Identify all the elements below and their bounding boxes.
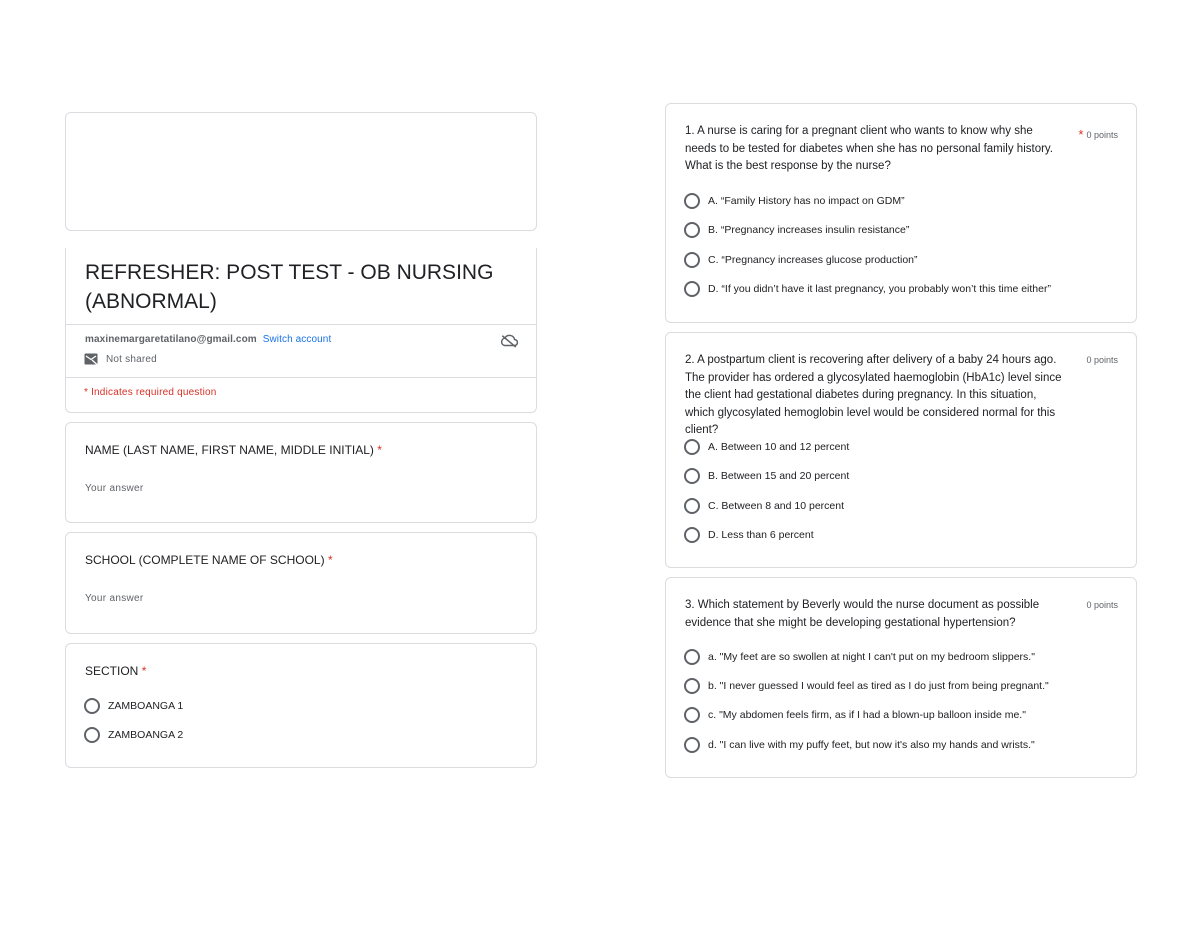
- option-label: c. "My abdomen feels firm, as if I had a blown-up balloon inside me.": [708, 709, 1026, 721]
- option-label: A. “Family History has no impact on GDM”: [708, 195, 905, 207]
- required-asterisk: *: [1078, 127, 1084, 142]
- radio-button[interactable]: [684, 678, 700, 694]
- question-card-2: [665, 332, 1137, 568]
- option-label: b. "I never guessed I would feel as tired as I do just from being pregnant.": [708, 680, 1049, 692]
- question-points: [1086, 355, 1118, 365]
- not-shared-line: [84, 353, 157, 365]
- answer-option[interactable]: [684, 222, 909, 238]
- answer-option[interactable]: [684, 281, 1051, 297]
- radio-button[interactable]: [684, 707, 700, 723]
- radio-button[interactable]: [684, 468, 700, 484]
- answer-option[interactable]: [684, 193, 905, 209]
- required-asterisk: *: [327, 553, 333, 567]
- not-shared-text: Not shared: [106, 353, 157, 365]
- option-label: D. Less than 6 percent: [708, 529, 814, 541]
- not-shared-icon: [84, 353, 98, 365]
- question-text: 3. Which statement by Beverly would the nurse document as possible evidence that she might be developing gestational hypertension?: [685, 599, 1040, 629]
- option-label: d. "I can live with my puffy feet, but now it's also my hands and wrists.": [708, 739, 1035, 751]
- answer-option[interactable]: [684, 737, 1035, 753]
- points-text: 0 points: [1086, 600, 1118, 610]
- header-divider-2: [66, 377, 536, 378]
- section-label-text: SECTION: [85, 664, 139, 678]
- option-label: C. “Pregnancy increases glucose production”: [708, 254, 918, 266]
- school-answer-input[interactable]: Your answer: [85, 593, 144, 604]
- answer-option[interactable]: [684, 678, 1049, 694]
- section-option[interactable]: [84, 727, 183, 743]
- answer-option[interactable]: [684, 649, 1035, 665]
- form-header-card: [65, 248, 537, 413]
- answer-option[interactable]: [684, 527, 814, 543]
- radio-button[interactable]: [684, 222, 700, 238]
- name-answer-input[interactable]: Your answer: [85, 483, 144, 494]
- radio-button[interactable]: [684, 281, 700, 297]
- name-label-text: NAME (LAST NAME, FIRST NAME, MIDDLE INITIAL): [85, 443, 374, 457]
- question-text: 2. A postpartum client is recovering after delivery of a baby 24 hours ago. The provider has ordered a glycosylated haemoglobin (HbA1c) level since the client had gestational diabetes during pregnancy. In this situation, which glycosylated hemoglobin level would be considered normal for this client?: [685, 354, 1062, 436]
- radio-button[interactable]: [684, 498, 700, 514]
- question-card-1: [665, 103, 1137, 323]
- account-line: [85, 334, 331, 345]
- radio-button[interactable]: [684, 527, 700, 543]
- radio-button[interactable]: [684, 439, 700, 455]
- radio-button[interactable]: [84, 698, 100, 714]
- radio-button[interactable]: [684, 649, 700, 665]
- points-text: 0 points: [1086, 355, 1118, 365]
- option-label: B. Between 15 and 20 percent: [708, 470, 850, 482]
- answer-option[interactable]: [684, 468, 849, 484]
- section-question-label: [85, 664, 146, 678]
- name-question-label: [85, 443, 382, 457]
- school-question-card: [65, 532, 537, 634]
- radio-button[interactable]: [684, 252, 700, 268]
- answer-option[interactable]: [684, 707, 1026, 723]
- answer-option[interactable]: [684, 439, 849, 455]
- header-banner: [65, 112, 537, 231]
- answer-option[interactable]: [684, 498, 844, 514]
- cloud-offline-icon[interactable]: [500, 334, 518, 348]
- name-question-card: [65, 422, 537, 523]
- question-card-3: [665, 577, 1137, 778]
- required-asterisk: *: [141, 664, 147, 678]
- school-question-label: [85, 553, 333, 567]
- points-text: 0 points: [1086, 130, 1118, 140]
- form-title: REFRESHER: POST TEST - OB NURSING (ABNORMAL): [85, 261, 494, 313]
- school-label-text: SCHOOL (COMPLETE NAME OF SCHOOL): [85, 553, 325, 567]
- option-label: ZAMBOANGA 1: [108, 700, 184, 712]
- switch-account-link[interactable]: Switch account: [262, 334, 332, 345]
- question-points: [1086, 600, 1118, 610]
- option-label: ZAMBOANGA 2: [108, 729, 184, 741]
- required-asterisk: *: [377, 443, 382, 457]
- answer-option[interactable]: [684, 252, 918, 268]
- option-label: C. Between 8 and 10 percent: [708, 500, 845, 512]
- radio-button[interactable]: [84, 727, 100, 743]
- header-divider: [66, 324, 536, 325]
- option-label: B. “Pregnancy increases insulin resistance”: [708, 224, 910, 236]
- question-points: [1078, 126, 1118, 141]
- radio-button[interactable]: [684, 737, 700, 753]
- required-note: * Indicates required question: [84, 387, 217, 398]
- option-label: A. Between 10 and 12 percent: [708, 441, 850, 453]
- option-label: a. "My feet are so swollen at night I can't put on my bedroom slippers.": [708, 651, 1035, 663]
- section-question-card: [65, 643, 537, 768]
- question-text: 1. A nurse is caring for a pregnant client who wants to know why she needs to be tested for diabetes when she has no personal family history. What is the best response by the nurse?: [685, 125, 1054, 172]
- section-option[interactable]: [84, 698, 183, 714]
- radio-button[interactable]: [684, 193, 700, 209]
- account-email: maxinemargaretatilano@gmail.com: [85, 334, 257, 345]
- option-label: D. “If you didn’t have it last pregnancy, you probably won’t this time either”: [708, 283, 1051, 295]
